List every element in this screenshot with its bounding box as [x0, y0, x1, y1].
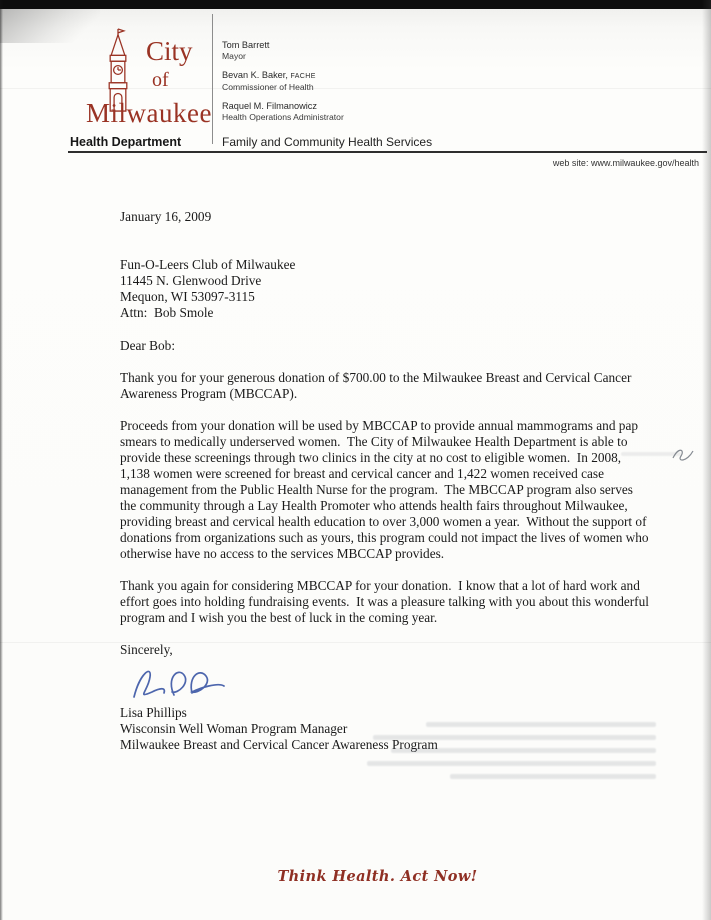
recipient-address-line1: 11445 N. Glenwood Drive — [120, 273, 262, 288]
official-title: Health Operations Administrator — [222, 112, 344, 122]
handwritten-signature — [126, 661, 649, 705]
recipient-attn: Attn: Bob Smole — [120, 305, 214, 320]
official-name-suffix: FACHE — [290, 73, 316, 80]
paragraph-2: Proceeds from your donation will be used by MBCCAP to provide annual mammograms and pap smears to medically underserved women. The City of Milwaukee Health Department is able to provide these screenings through two clinics in the city at no cost to eligible women. In 2008, 1,138 women were screened for breast and cervical cancer and 1,422 women received case management from the Public Health Nurse for the program. The MBCCAP program also serves the community through a Lay Health Promoter who attends health fairs throughout Milwaukee, providing breast and cervical health education to over 3,000 women a year. Without the support of donations from organizations such as yours, this program could not impact the lives of women who otherwise have no access to the services MBCCAP provides. — [120, 418, 652, 561]
official-name: Tom Barrett — [222, 40, 270, 50]
website-url: web site: www.milwaukee.gov/health — [552, 158, 699, 168]
signer-name: Lisa Phillips — [120, 705, 187, 720]
header-rule — [68, 151, 707, 153]
signer-title-1: Wisconsin Well Woman Program Manager — [120, 721, 348, 736]
salutation: Dear Bob: — [120, 338, 176, 353]
officials-list — [222, 40, 344, 131]
closing: Sincerely, — [120, 642, 173, 657]
department-name: Health Department — [70, 135, 182, 149]
paragraph-1: Thank you for your generous donation of $700.00 to the Milwaukee Breast and Cervical Cancer Awareness Program (MBCCAP). — [120, 370, 635, 401]
pen-scribble-mark — [669, 438, 697, 471]
letter-body — [0, 185, 711, 753]
logo-text-milwaukee: Milwaukee — [86, 98, 212, 128]
recipient-organization: Fun-O-Leers Club of Milwaukee — [120, 257, 296, 272]
letter-date: January 16, 2009 — [120, 209, 212, 224]
official-title: Mayor — [222, 51, 246, 61]
paper-crease — [0, 642, 711, 643]
division-name: Family and Community Health Services — [222, 135, 433, 149]
official-entry — [222, 40, 344, 61]
official-title: Commissioner of Health — [222, 82, 314, 92]
logo-text-of: of — [152, 69, 169, 91]
letterhead — [0, 0, 711, 185]
official-entry — [222, 101, 344, 122]
official-name: Raquel M. Filmanowicz — [222, 101, 317, 111]
official-name — [222, 70, 344, 82]
official-entry — [222, 70, 344, 92]
page-bleedthrough — [361, 722, 656, 787]
paragraph-3: Thank you again for considering MBCCAP for your donation. I know that a lot of hard work and effort goes into holding fundraising events. It was a pleasure talking with you about this wonderful program and I wish you the best of luck in the coming year. — [120, 578, 653, 625]
logo-text-city: City — [146, 36, 193, 66]
signer-title-2: Milwaukee Breast and Cervical Cancer Awareness Program — [120, 737, 438, 752]
header-divider-vertical — [212, 14, 213, 144]
official-name-text: Bevan K. Baker, — [222, 70, 288, 80]
recipient-address-line2: Mequon, WI 53097-3115 — [120, 289, 255, 304]
recipient-address-block — [120, 257, 649, 321]
footer-tagline: Think Health. Act Now! — [277, 868, 478, 885]
